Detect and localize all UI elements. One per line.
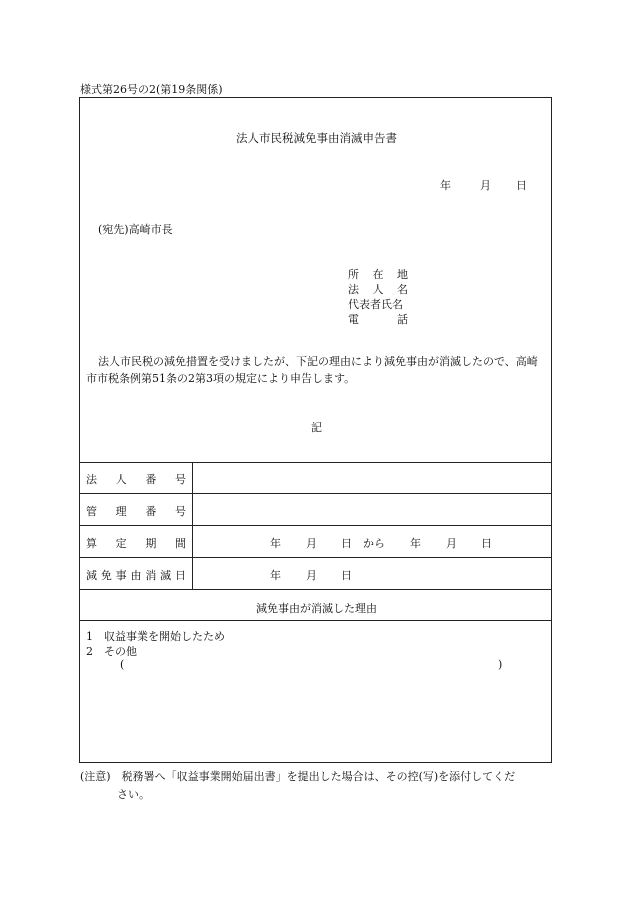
addressee: (宛先)高崎市長 (98, 223, 173, 236)
table-divider (80, 589, 551, 590)
ki-heading: 記 (311, 421, 322, 434)
calculation-period-label: 算 定 期 間 (86, 537, 186, 550)
table-divider (80, 525, 551, 526)
date-year-label: 年 (440, 179, 451, 192)
table-divider (80, 620, 551, 621)
form-box: 法人市民税減免事由消滅申告書 年 月 日 (宛先)高崎市長 所 在 地 法 人 名 代表者氏名 電 話 法人市民税の減免措置を受けましたが、下記の理由により減免事由が消滅したので、高崎市市税条例第51条の2第3項の規定により申告します。 記 法 人 番 号 管 理 番 号 算 定 期 間 年 月 日 から 年 月 日 減 免 事 由 消 滅 日 年 月 日 減免事由が消滅した理由 1 収益事業を開始したため 2 その他 ( ) (79, 97, 552, 763)
date-day-label: 日 (516, 179, 527, 192)
reason-header: 減免事由が消滅した理由 (256, 602, 377, 615)
applicant-address-label: 所 在 地 (348, 268, 408, 281)
reason-item-2: 2 その他 (86, 645, 137, 658)
note-line-2: さい。 (117, 788, 150, 801)
table-divider (80, 462, 551, 463)
declaration-text: 法人市民税の減免措置を受けましたが、下記の理由により減免事由が消滅したので、高崎市市税条例第51条の2第3項の規定により申告します。 (86, 355, 538, 385)
reason-other-open-paren: ( (120, 658, 125, 671)
table-divider (80, 557, 551, 558)
reason-other-close-paren: ) (498, 658, 503, 671)
applicant-representative-label: 代表者氏名 (348, 298, 403, 311)
applicant-phone-label: 電 話 (348, 313, 408, 326)
extinction-date-label: 減 免 事 由 消 滅 日 (86, 569, 186, 582)
date-month-label: 月 (480, 179, 491, 192)
management-number-label: 管 理 番 号 (86, 505, 186, 518)
table-divider (80, 493, 551, 494)
reason-item-1: 1 収益事業を開始したため (86, 630, 225, 643)
applicant-name-label: 法 人 名 (348, 283, 408, 296)
table-column-divider (192, 462, 193, 589)
page-title: 法人市民税減免事由消滅申告書 (236, 131, 397, 145)
corp-number-label: 法 人 番 号 (86, 473, 186, 486)
form-code: 様式第26号の2(第19条関係) (80, 83, 223, 96)
note-line-1: (注意) 税務署へ「収益事業開始届出書」を提出した場合は、その控(写)を添付してくだ (80, 770, 516, 783)
